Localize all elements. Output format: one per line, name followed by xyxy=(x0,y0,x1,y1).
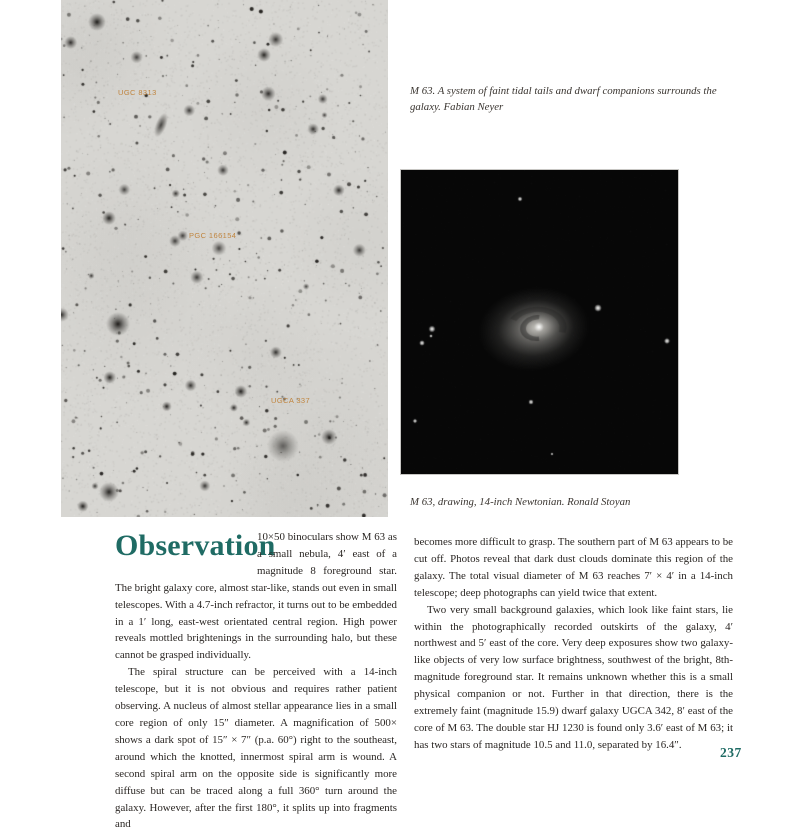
observation-heading: Observation xyxy=(115,529,276,562)
galaxy-label-ugc8313: UGC 8313 xyxy=(118,88,157,97)
galaxy-drawing xyxy=(401,170,678,474)
body-paragraph: The spiral structure can be perceived with a 14-inch telescope, but it is not obvious and requires rather patient observing. A nucleus of almost stellar appearance lies in a small core region of only 15″ diameter. A magnification of 500× shows a dark spot of 15″ × 7″ (p.a. 60°) right to the southeast, around which the knotted, innermost spiral arm is wound. A second spiral arm on the opposite side is significantly more diffuse but can be traced along a full 360° turn around the galaxy. However, after the first 180°, it splits up into fragments and xyxy=(115,666,397,831)
galaxy-label-pgc166154: PGC 166154 xyxy=(189,231,237,240)
body-paragraph: becomes more difficult to grasp. The southern part of M 63 appears to be cut off. Photos reveal that dark dust clouds dominate this region of the galaxy. The total visual diameter of M 63 reaches 7′ × 4′ in a 14-inch telescope; deep photographs can yield twice that extent. xyxy=(414,536,733,599)
starfield-photo-panel xyxy=(61,0,388,517)
galaxy-drawing-panel xyxy=(400,169,679,475)
observation-column-left xyxy=(115,529,397,833)
drawing-caption: M 63, drawing, 14-inch Newtonian. Ronald Stoyan xyxy=(410,496,631,508)
page-number: 237 xyxy=(720,745,742,760)
starfield-photo xyxy=(61,0,388,517)
galaxy-label-ugca337: UGCA 337 xyxy=(271,396,311,405)
observation-column-right xyxy=(414,534,733,754)
body-paragraph: Two very small background galaxies, which look like faint stars, lie within the photographically recorded outskirts of the galaxy, 4′ northwest and 5′ east of the core. Very deep exposures show two galaxy-like objects of very low surface brightness, southwest of the bright, 8th-magnitude foreground star. It remains unknown whether this is a small physical companion or not. Further in that direction, there is the extremely faint (magnitude 15.9) dwarf galaxy UGCA 342, 8′ east of the core of M 63. The double star HJ 1230 is found only 3.6′ east of M 63; it has two stars of magnitude 10.5 and 11.0, separated by 16.4″. xyxy=(414,603,733,751)
photo-caption: M 63. A system of faint tidal tails and dwarf companions surrounds the galaxy. Fabian Neyer xyxy=(410,85,717,113)
body-paragraph: 10×50 binoculars show M 63 as a small nebula, 4′ east of a magnitude 8 foreground star. The bright galaxy core, almost star-like, stands out even in small telescopes. With a 4.7-inch refractor, it turns out to be embedded in a 1′ long, east-west orientated central region. High power reveals mottled brightenings in the surrounding halo, but these cannot be grasped individually. xyxy=(115,531,397,662)
